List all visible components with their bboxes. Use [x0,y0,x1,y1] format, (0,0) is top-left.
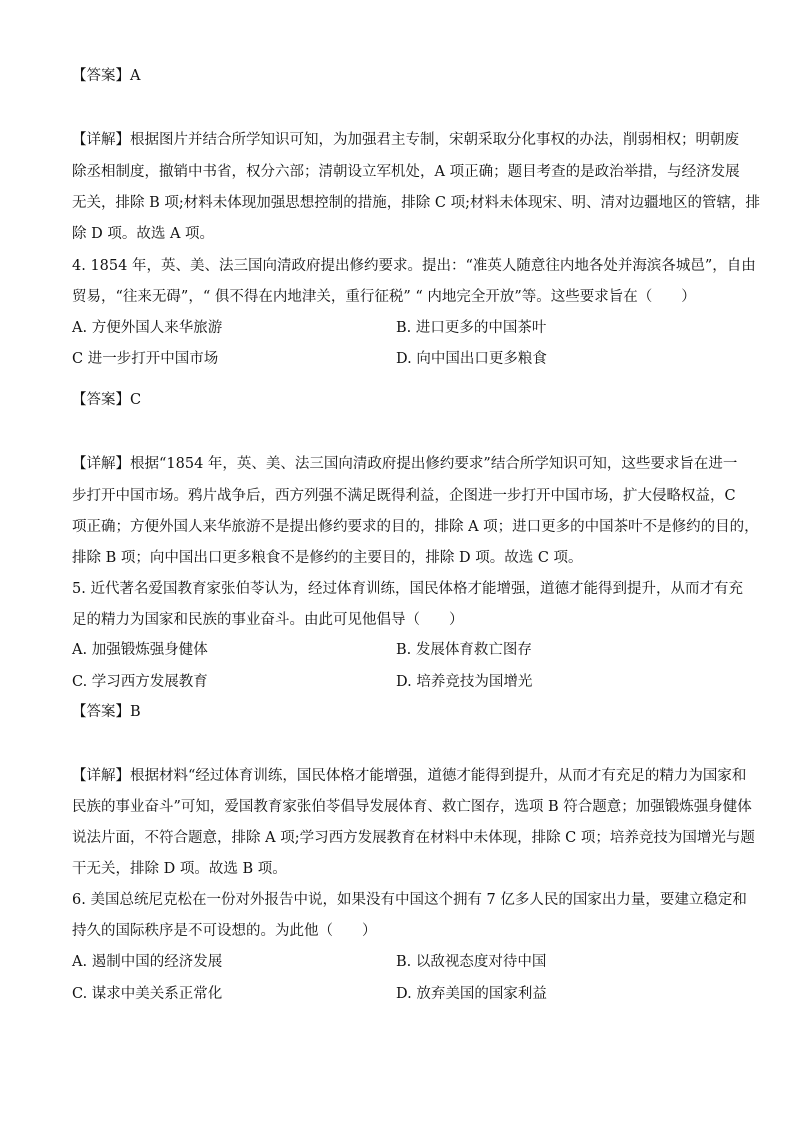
explanation-line: 无关，排除 B 项;材料未体现加强思想控制的措施，排除 C 项;材料未体现宋、明、清对边疆地区的管辖，排 [72,195,760,211]
answer-label-1: 【答案】A [72,68,141,84]
q6-option-b: B. 以敌视态度对待中国 [396,954,547,970]
explanation-line: 项正确；方便外国人来华旅游不是提出修约要求的目的，排除 A 项；进口更多的中国茶叶不是修约的目的， [72,519,759,535]
explanation-line: 排除 B 项；向中国出口更多粮食不是修约的主要目的，排除 D 项。故选 C 项。 [72,550,583,566]
q6-option-c: C. 谋求中美关系正常化 [72,986,223,1002]
explanation-line: 【详解】根据材料“经过体育训练，国民体格才能增强，道德才能得到提升，从而才有充足的精力为国家和 [72,768,747,784]
q6-option-a: A. 遏制中国的经济发展 [72,954,223,970]
explanation-line: 说法片面，不符合题意，排除 A 项;学习西方发展教育在材料中未体现，排除 C 项；培养竞技为国增光与题 [72,830,755,846]
question-4-line: 4. 1854 年，英、美、法三国向清政府提出修约要求。提出：“准英人随意往内地各处并海滨各城邑”，自由 [72,258,756,274]
q5-option-d: D. 培养竞技为国增光 [396,674,533,690]
explanation-line: 【详解】根据图片并结合所学知识可知，为加强君主专制，宋朝采取分化事权的办法，削弱相权；明朝废 [72,132,739,148]
question-6-line: 持久的国际秩序是不可设想的。为此他（ ） [72,923,377,939]
explanation-line: 民族的事业奋斗”可知，爱国教育家张伯苓倡导发展体育、救亡图存，选项 B 符合题意；加强锻炼强身健体 [72,799,752,815]
explanation-line: 步打开中国市场。鸦片战争后，西方列强不满足既得利益，企图进一步打开中国市场，扩大侵略权益，C [72,488,736,504]
q6-option-d: D. 放弃美国的国家利益 [396,986,547,1002]
q5-option-a: A. 加强锻炼强身健体 [72,642,208,658]
q4-option-c: C 进一步打开中国市场 [72,351,219,367]
q4-option-d: D. 向中国出口更多粮食 [396,351,547,367]
question-5-line: 5. 近代著名爱国教育家张伯苓认为，经过体育训练，国民体格才能增强，道德才能得到提升，从而才有充 [72,581,743,597]
q4-option-b: B. 进口更多的中国茶叶 [396,320,547,336]
question-5-line: 足的精力为国家和民族的事业奋斗。由此可见他倡导（ ） [72,612,464,628]
answer-label-3: 【答案】B [72,704,141,720]
answer-label-2: 【答案】C [72,392,142,408]
explanation-line: 【详解】根据“1854 年，英、美、法三国向清政府提出修约要求”结合所学知识可知，这些要求旨在进一 [72,456,738,472]
explanation-line: 除 D 项。故选 A 项。 [72,226,215,242]
question-4-line: 贸易，“往来无碍”，“ 俱不得在内地津关，重行征税” “ 内地完全开放”等。这些要求旨在（ ） [72,289,696,305]
q4-option-a: A. 方便外国人来华旅游 [72,320,223,336]
question-6-line: 6. 美国总统尼克松在一份对外报告中说，如果没有中国这个拥有 7 亿多人民的国家出力量，要建立稳定和 [72,892,747,908]
q5-option-c: C. 学习西方发展教育 [72,674,208,690]
explanation-line: 除丞相制度，撤销中书省，权分六部；清朝设立军机处，A 项正确；题目考查的是政治举措，与经济发展 [72,164,740,180]
q5-option-b: B. 发展体育救亡图存 [396,642,532,658]
explanation-line: 干无关，排除 D 项。故选 B 项。 [72,861,287,877]
